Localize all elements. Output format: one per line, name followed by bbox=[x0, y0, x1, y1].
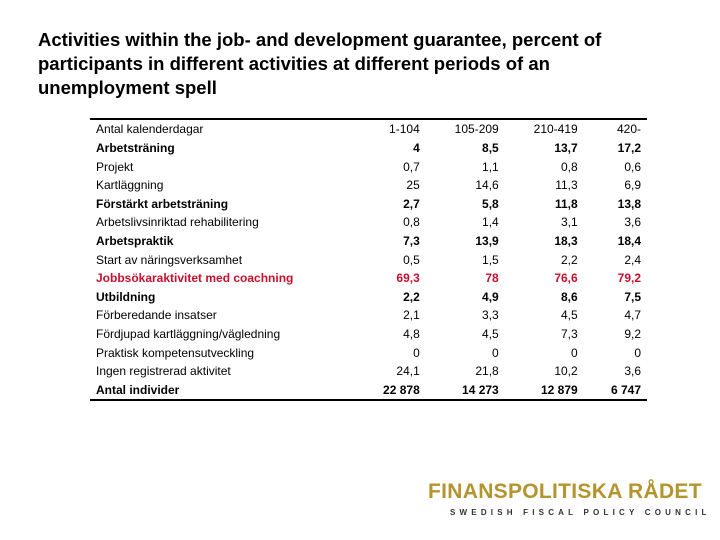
value-cell: 7,3 bbox=[403, 233, 420, 248]
row-label: Jobbsökaraktivitet med coachning bbox=[96, 271, 294, 286]
value-cell: 24,1 bbox=[396, 364, 420, 379]
row-label: Ingen registrerad aktivitet bbox=[96, 364, 231, 379]
value-cell: 2,2 bbox=[403, 289, 420, 304]
table-row bbox=[90, 269, 647, 288]
value-cell: 18,4 bbox=[617, 233, 641, 248]
value-cell: 4,7 bbox=[624, 308, 641, 323]
header-cell: Antal kalenderdagar bbox=[90, 119, 363, 139]
value-cell: 14 273 bbox=[420, 381, 499, 401]
row-label: Arbetslivsinriktad rehabilitering bbox=[96, 215, 259, 230]
table-row bbox=[90, 288, 647, 307]
value-cell: 8,5 bbox=[482, 141, 499, 155]
logo-subtitle: SWEDISH FISCAL POLICY COUNCIL bbox=[450, 508, 711, 517]
header-cell: 105-209 bbox=[420, 119, 499, 139]
table-row bbox=[90, 195, 647, 214]
value-cell: 4,8 bbox=[403, 326, 420, 341]
value-cell: 13,8 bbox=[617, 196, 641, 211]
row-label: Start av näringsverksamhet bbox=[96, 252, 243, 267]
value-cell: 1,4 bbox=[482, 215, 499, 230]
value-cell: 9,2 bbox=[624, 326, 641, 341]
value-cell: 3,6 bbox=[624, 215, 641, 230]
value-cell: 0,7 bbox=[403, 159, 420, 174]
value-cell: 1,5 bbox=[482, 252, 499, 267]
table-header-row bbox=[90, 119, 647, 139]
value-cell: 13,9 bbox=[475, 233, 499, 248]
value-cell: 6 747 bbox=[578, 381, 647, 401]
value-cell: 12 879 bbox=[499, 381, 578, 401]
value-cell: 0 bbox=[571, 345, 578, 360]
value-cell: 0 bbox=[634, 345, 641, 360]
value-cell: 0 bbox=[413, 345, 420, 360]
logo-name: FINANSPOLITISKA RÅDET bbox=[428, 480, 702, 503]
value-cell: 79,2 bbox=[617, 271, 641, 286]
value-cell: 7,3 bbox=[561, 326, 578, 341]
value-cell: 7,5 bbox=[624, 289, 641, 304]
table-row bbox=[90, 213, 647, 232]
value-cell: 5,8 bbox=[482, 196, 499, 211]
value-cell: 4,5 bbox=[561, 308, 578, 323]
slide-title: Activities within the job- and development guarantee, percent of participants in different activities at different periods of an unemployment spell bbox=[38, 29, 602, 98]
row-label: Kartläggning bbox=[96, 178, 164, 193]
value-cell: 0,8 bbox=[403, 215, 420, 230]
value-cell: 3,1 bbox=[561, 215, 578, 230]
value-cell: 2,4 bbox=[624, 252, 641, 267]
value-cell: 2,2 bbox=[561, 252, 578, 267]
value-cell: 3,6 bbox=[624, 364, 641, 379]
row-label: Arbetspraktik bbox=[96, 233, 174, 248]
value-cell: 8,6 bbox=[561, 289, 578, 304]
row-label: Praktisk kompetensutveckling bbox=[96, 345, 255, 360]
table-row bbox=[90, 251, 647, 270]
header-cell: 1-104 bbox=[363, 119, 419, 139]
table-row bbox=[90, 362, 647, 381]
row-label: Projekt bbox=[96, 159, 134, 174]
value-cell: 11,3 bbox=[555, 178, 578, 193]
table-row bbox=[90, 158, 647, 177]
value-cell: 14,6 bbox=[475, 178, 499, 193]
value-cell: 11,8 bbox=[554, 196, 578, 211]
row-label: Förstärkt arbetsträning bbox=[96, 196, 229, 211]
value-cell: 0,5 bbox=[403, 252, 420, 267]
value-cell: 2,7 bbox=[403, 196, 420, 211]
value-cell: 0 bbox=[492, 345, 499, 360]
value-cell: 17,2 bbox=[617, 141, 641, 155]
logo bbox=[428, 480, 711, 517]
table-row bbox=[90, 306, 647, 325]
activities-table bbox=[90, 118, 647, 401]
value-cell: 2,1 bbox=[403, 308, 420, 323]
value-cell: 25 bbox=[406, 178, 420, 193]
value-cell: 78 bbox=[485, 271, 499, 286]
value-cell: 69,3 bbox=[396, 271, 420, 286]
value-cell: 76,6 bbox=[554, 271, 578, 286]
table-row bbox=[90, 381, 647, 401]
value-cell: 4,5 bbox=[482, 326, 499, 341]
row-label: Förberedande insatser bbox=[96, 308, 217, 323]
value-cell: 0,6 bbox=[624, 159, 641, 174]
value-cell: 6,9 bbox=[624, 178, 641, 193]
table-row bbox=[90, 232, 647, 251]
row-label: Utbildning bbox=[96, 289, 156, 304]
value-cell: 4,9 bbox=[482, 289, 499, 304]
value-cell: 1,1 bbox=[482, 159, 499, 174]
table-row bbox=[90, 325, 647, 344]
value-cell: 10,2 bbox=[554, 364, 578, 379]
row-label: Fördjupad kartläggning/vägledning bbox=[96, 326, 281, 341]
value-cell: 18,3 bbox=[554, 233, 578, 248]
table-row bbox=[90, 344, 647, 363]
value-cell: 4 bbox=[413, 141, 420, 155]
table-row bbox=[90, 176, 647, 195]
value-cell: 13,7 bbox=[554, 141, 578, 155]
value-cell: 21,8 bbox=[475, 364, 499, 379]
value-cell: 22 878 bbox=[363, 381, 419, 401]
header-cell: 420- bbox=[578, 119, 647, 139]
value-cell: 0,8 bbox=[561, 159, 578, 174]
header-cell: 210-419 bbox=[499, 119, 578, 139]
value-cell: 3,3 bbox=[482, 308, 499, 323]
table-row bbox=[90, 139, 647, 158]
row-label: Antal individer bbox=[90, 381, 363, 401]
row-label: Arbetsträning bbox=[96, 141, 175, 155]
